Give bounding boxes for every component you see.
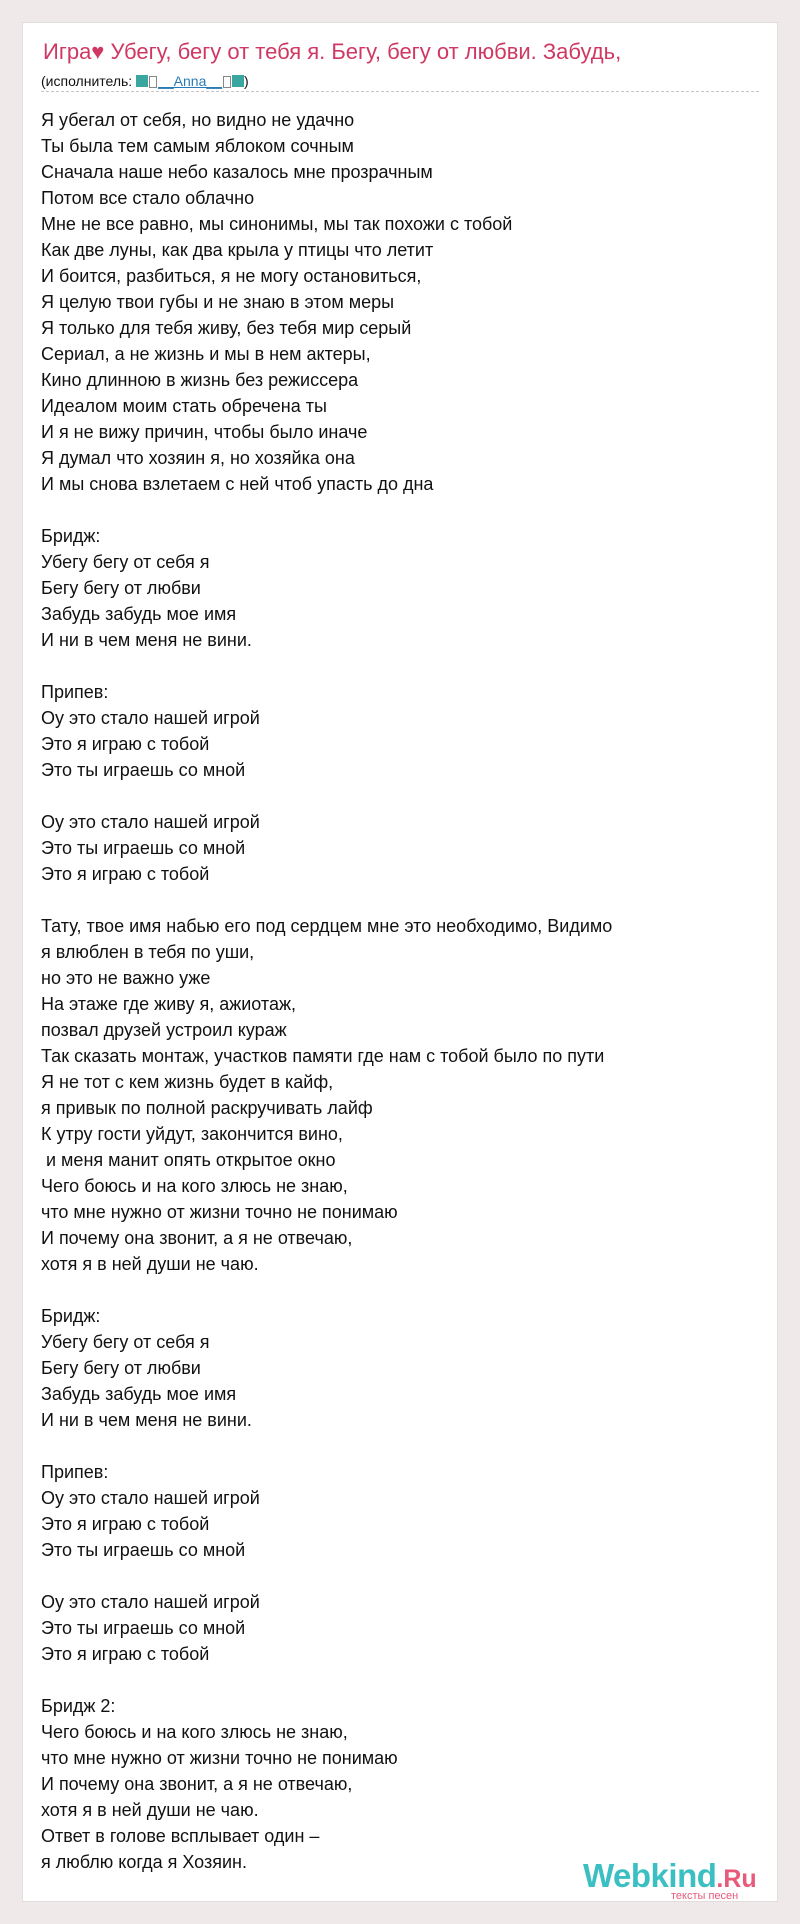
artist-prefix: (исполнитель: (41, 73, 137, 89)
lyric-line (41, 887, 761, 913)
lyric-line: И почему она звонит, а я не отвечаю, (41, 1774, 353, 1794)
lyric-line: Ответ в голове всплывает один – (41, 1826, 320, 1846)
lyric-line: Идеалом моим стать обречена ты (41, 396, 327, 416)
lyric-line: Сериал, а не жизнь и мы в нем актеры, (41, 344, 371, 364)
lyric-line: Чего боюсь и на кого злюсь не знаю, (41, 1176, 348, 1196)
lyric-line: Кино длинною в жизнь без режиссера (41, 370, 359, 390)
lyric-line: хотя я в ней души не чаю. (41, 1800, 259, 1820)
lyric-line: И мы снова взлетаем с ней чтоб упасть до дна (41, 474, 434, 494)
lyric-line: И боится, разбиться, я не могу остановиться, (41, 266, 422, 286)
lyric-line: что мне нужно от жизни точно не понимаю (41, 1202, 398, 1222)
lyric-line: Припев: (41, 1462, 109, 1482)
lyric-line: И я не вижу причин, чтобы было иначе (41, 422, 368, 442)
artist-suffix: ) (243, 73, 249, 89)
artist-link[interactable]: __Anna__ (158, 73, 222, 89)
artist-line (41, 73, 249, 89)
logo-subtitle: тексты песен (671, 1890, 739, 1902)
lyric-line: хотя я в ней души не чаю. (41, 1254, 259, 1274)
lyric-line: Это ты играешь со мной (41, 1618, 246, 1638)
lyrics-card (22, 22, 778, 1902)
lyric-line: Я думал что хозяин я, но хозяйка она (41, 448, 355, 468)
lyric-line: Это ты играешь со мной (41, 1540, 246, 1560)
lyric-line: Ты была тем самым яблоком сочным (41, 136, 354, 156)
lyric-line: Я не тот с кем жизнь будет в кайф, (41, 1072, 334, 1092)
lyric-line: И ни в чем меня не вини. (41, 1410, 252, 1430)
lyric-line: И ни в чем меня не вини. (41, 630, 252, 650)
lyric-line: Это я играю с тобой (41, 734, 210, 754)
lyric-line: и меня манит опять открытое окно (41, 1150, 336, 1170)
missing-glyph-icon (149, 76, 157, 88)
lyric-line: Забудь забудь мое имя (41, 604, 237, 624)
missing-glyph-icon (223, 76, 231, 88)
lyrics-text (41, 107, 761, 1875)
lyric-line: Бридж: (41, 1306, 101, 1326)
lyric-line: но это не важно уже (41, 968, 211, 988)
lyric-line (41, 1433, 761, 1459)
lyric-line: Бегу бегу от любви (41, 1358, 201, 1378)
lyric-line: Чего боюсь и на кого злюсь не знаю, (41, 1722, 348, 1742)
lyric-line (41, 783, 761, 809)
lyric-line (41, 653, 761, 679)
lyric-line: Оу это стало нашей игрой (41, 1488, 260, 1508)
lyric-line: На этаже где живу я, ажиотаж, (41, 994, 297, 1014)
lyric-line: Я целую твои губы и не знаю в этом меры (41, 292, 395, 312)
lyric-line: Сначала наше небо казалось мне прозрачным (41, 162, 433, 182)
lyric-line (41, 1667, 761, 1693)
lyric-line (41, 1563, 761, 1589)
lyric-line: Это я играю с тобой (41, 864, 210, 884)
lyric-line: позвал друзей устроил кураж (41, 1020, 287, 1040)
lyric-line: Забудь забудь мое имя (41, 1384, 237, 1404)
lyric-line: Это я играю с тобой (41, 1514, 210, 1534)
lyric-line: Как две луны, как два крыла у птицы что летит (41, 240, 434, 260)
lyric-line: я привык по полной раскручивать лайф (41, 1098, 373, 1118)
lyric-line: Убегу бегу от себя я (41, 552, 210, 572)
lyric-line: Это ты играешь со мной (41, 760, 246, 780)
lyric-line: Оу это стало нашей игрой (41, 1592, 260, 1612)
lyric-line: Потом все стало облачно (41, 188, 255, 208)
lyric-line: Оу это стало нашей игрой (41, 708, 260, 728)
lyric-line: Тату, твое имя набью его под сердцем мне это необходимо, Видимо (41, 916, 613, 936)
lyric-line: что мне нужно от жизни точно не понимаю (41, 1748, 398, 1768)
lyric-line (41, 1277, 761, 1303)
lyric-line: Убегу бегу от себя я (41, 1332, 210, 1352)
lyric-line: Это я играю с тобой (41, 1644, 210, 1664)
lyric-line: Бридж 2: (41, 1696, 116, 1716)
lyric-line: Припев: (41, 682, 109, 702)
lyric-line: Это ты играешь со мной (41, 838, 246, 858)
lyric-line: Бридж: (41, 526, 101, 546)
lyric-line: Так сказать монтаж, участков памяти где нам с тобой было по пути (41, 1046, 605, 1066)
logo-tld: .Ru (716, 1865, 757, 1893)
logo-wordmark: Webkind (583, 1857, 717, 1894)
lyric-line: Мне не все равно, мы синонимы, мы так похожи с тобой (41, 214, 513, 234)
lyric-line (41, 497, 761, 523)
lyric-line: Оу это стало нашей игрой (41, 812, 260, 832)
lyric-line: я влюблен в тебя по уши, (41, 942, 255, 962)
lyric-line: И почему она звонит, а я не отвечаю, (41, 1228, 353, 1248)
lyric-line: Я только для тебя живу, без тебя мир серый (41, 318, 412, 338)
lyric-line: Я убегал от себя, но видно не удачно (41, 110, 355, 130)
divider (41, 91, 759, 92)
lyric-line: я люблю когда я Хозяин. (41, 1852, 247, 1872)
lyric-line: К утру гости уйдут, закончится вино, (41, 1124, 343, 1144)
song-title: Игра♥ Убегу, бегу от тебя я. Бегу, бегу от любви. Забудь, (43, 39, 622, 64)
site-logo[interactable] (583, 1857, 757, 1902)
lyric-line: Бегу бегу от любви (41, 578, 201, 598)
teal-square-icon (232, 75, 244, 87)
teal-square-icon (136, 75, 148, 87)
